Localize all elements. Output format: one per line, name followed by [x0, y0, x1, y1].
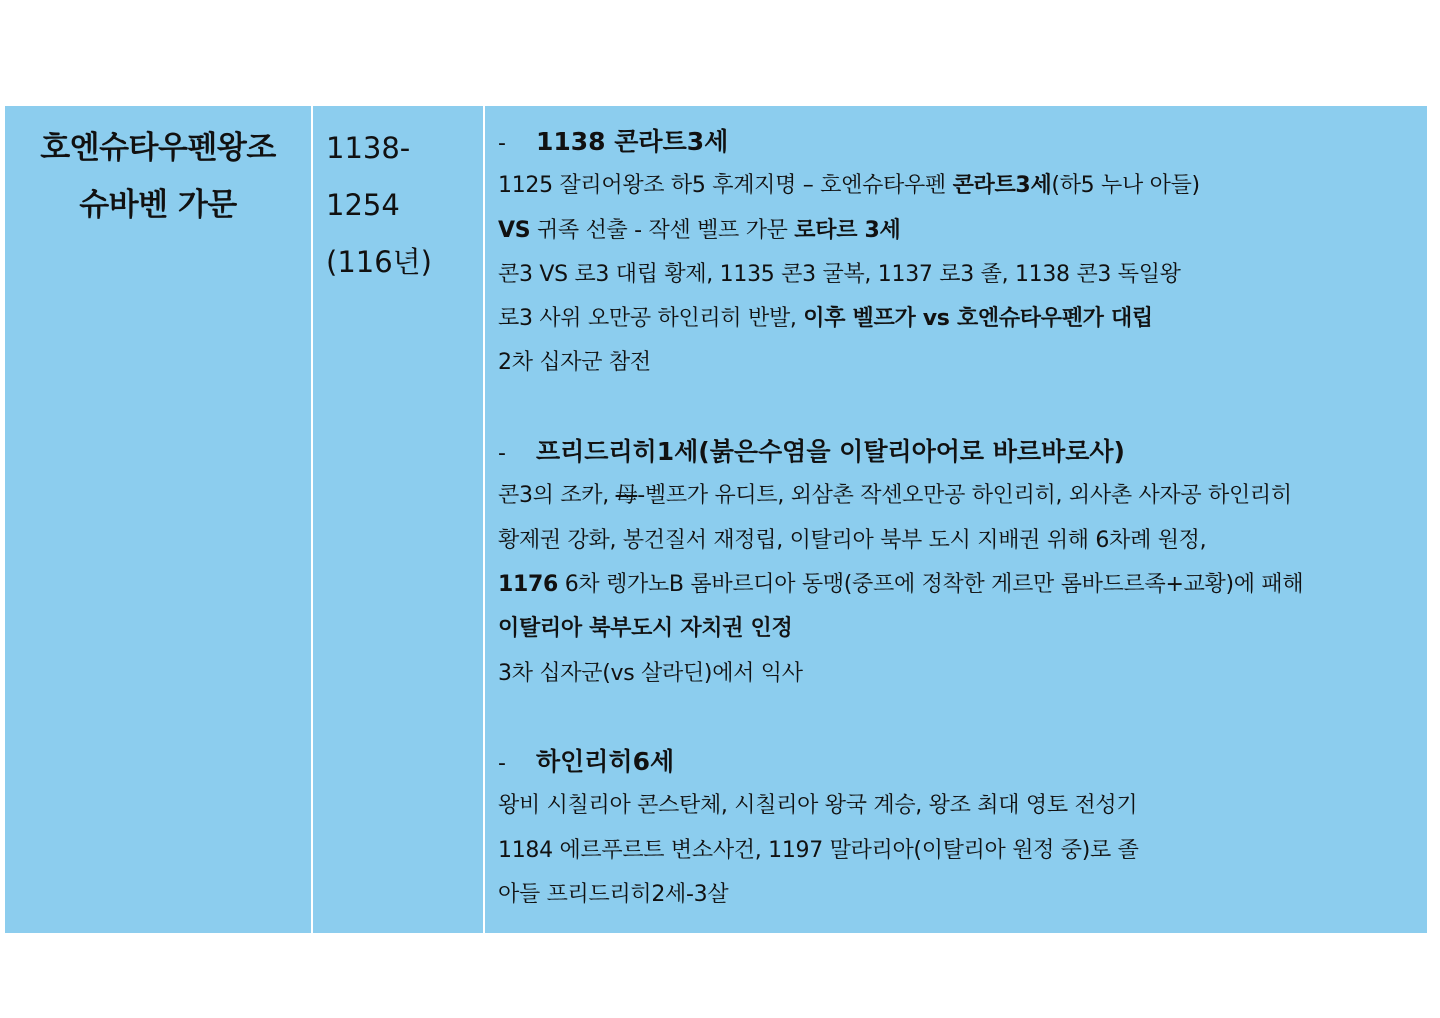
text-line: [498, 209, 1427, 253]
bold-text: 이후 벨프가 vs 호엔슈타우펜가 대립: [803, 306, 1153, 332]
text-span: 6차 렝가노B 롬바르디아 동맹(중프에 정착한 게르만 롬바드르족+교황)에 패해: [558, 571, 1304, 597]
section-title: 1138 콘라트3세: [536, 127, 729, 156]
text-span: 1125 잘리어왕조 하5 후계지명 – 호엔슈타우펜: [498, 173, 953, 199]
text-line: [498, 164, 1427, 208]
bold-text: 1176: [498, 571, 559, 597]
text-line: [498, 297, 1427, 341]
text-line: [498, 607, 1427, 651]
spacer: [498, 386, 1427, 430]
strikethrough-text: 母: [615, 483, 638, 509]
bullet-dash: -: [498, 131, 506, 156]
text-span: (하5 누나 아들): [1051, 173, 1200, 199]
history-table: [5, 106, 1427, 933]
text-span: 귀족 선출 - 작센 벨프 가문: [530, 217, 795, 243]
section-heading-conrad: [498, 120, 1427, 164]
content-cell: [485, 106, 1427, 933]
section-heading-frederick1: [498, 430, 1427, 474]
text-line: 황제권 강화, 봉건질서 재정립, 이탈리아 북부 도시 지배권 위해 6차례 원정,: [498, 527, 1207, 553]
period-duration: (116년): [326, 245, 432, 279]
dynasty-name-line2: 슈바벤 가문: [79, 187, 237, 223]
text-span: 로3 사위 오만공 하인리히 반발,: [498, 306, 804, 332]
text-span: -벨프가 유디트, 외삼촌 작센오만공 하인리히, 외사촌 사자공 하인리히: [637, 483, 1292, 509]
bold-text: 이탈리아 북부도시 자치권 인정: [498, 616, 793, 642]
text-span: 콘3의 조카,: [498, 483, 616, 509]
section-title: 하인리히6세: [536, 747, 675, 777]
text-line: 콘3 VS 로3 대립 황제, 1135 콘3 굴복, 1137 로3 졸, 1138 콘3 독일왕: [498, 261, 1181, 287]
bold-text: 콘라트3세: [952, 173, 1052, 199]
spacer: [498, 696, 1427, 740]
text-line: 1184 에르푸르트 변소사건, 1197 말라리아(이탈리아 원정 중)로 졸: [498, 837, 1139, 863]
section-heading-henry6: [498, 740, 1427, 784]
period: [313, 106, 483, 291]
dynasty-name-line1: 호엔슈타우펜왕조: [40, 130, 276, 166]
text-line: 왕비 시칠리아 콘스탄체, 시칠리아 왕국 계승, 왕조 최대 영토 전성기: [498, 793, 1138, 819]
dynasty-name: [5, 106, 311, 234]
bullet-dash: -: [498, 751, 506, 777]
period-end: 1254: [326, 188, 400, 222]
period-start: 1138-: [326, 131, 411, 165]
text-line: 3차 십자군(vs 살라딘)에서 익사: [498, 660, 803, 686]
text-line: 아들 프리드리히2세-3살: [498, 882, 729, 908]
dynasty-cell: [5, 106, 313, 933]
bullet-dash: -: [498, 441, 506, 467]
period-cell: [313, 106, 485, 933]
text-line: 2차 십자군 참전: [498, 350, 651, 376]
bold-text: 로타르 3세: [794, 217, 901, 243]
text-line: [498, 474, 1427, 518]
section-title: 프리드리히1세(붉은수염을 이탈리아어로 바르바로사): [536, 437, 1125, 467]
text-line: [498, 563, 1427, 607]
content: [485, 106, 1427, 917]
bold-text: VS: [498, 217, 531, 243]
